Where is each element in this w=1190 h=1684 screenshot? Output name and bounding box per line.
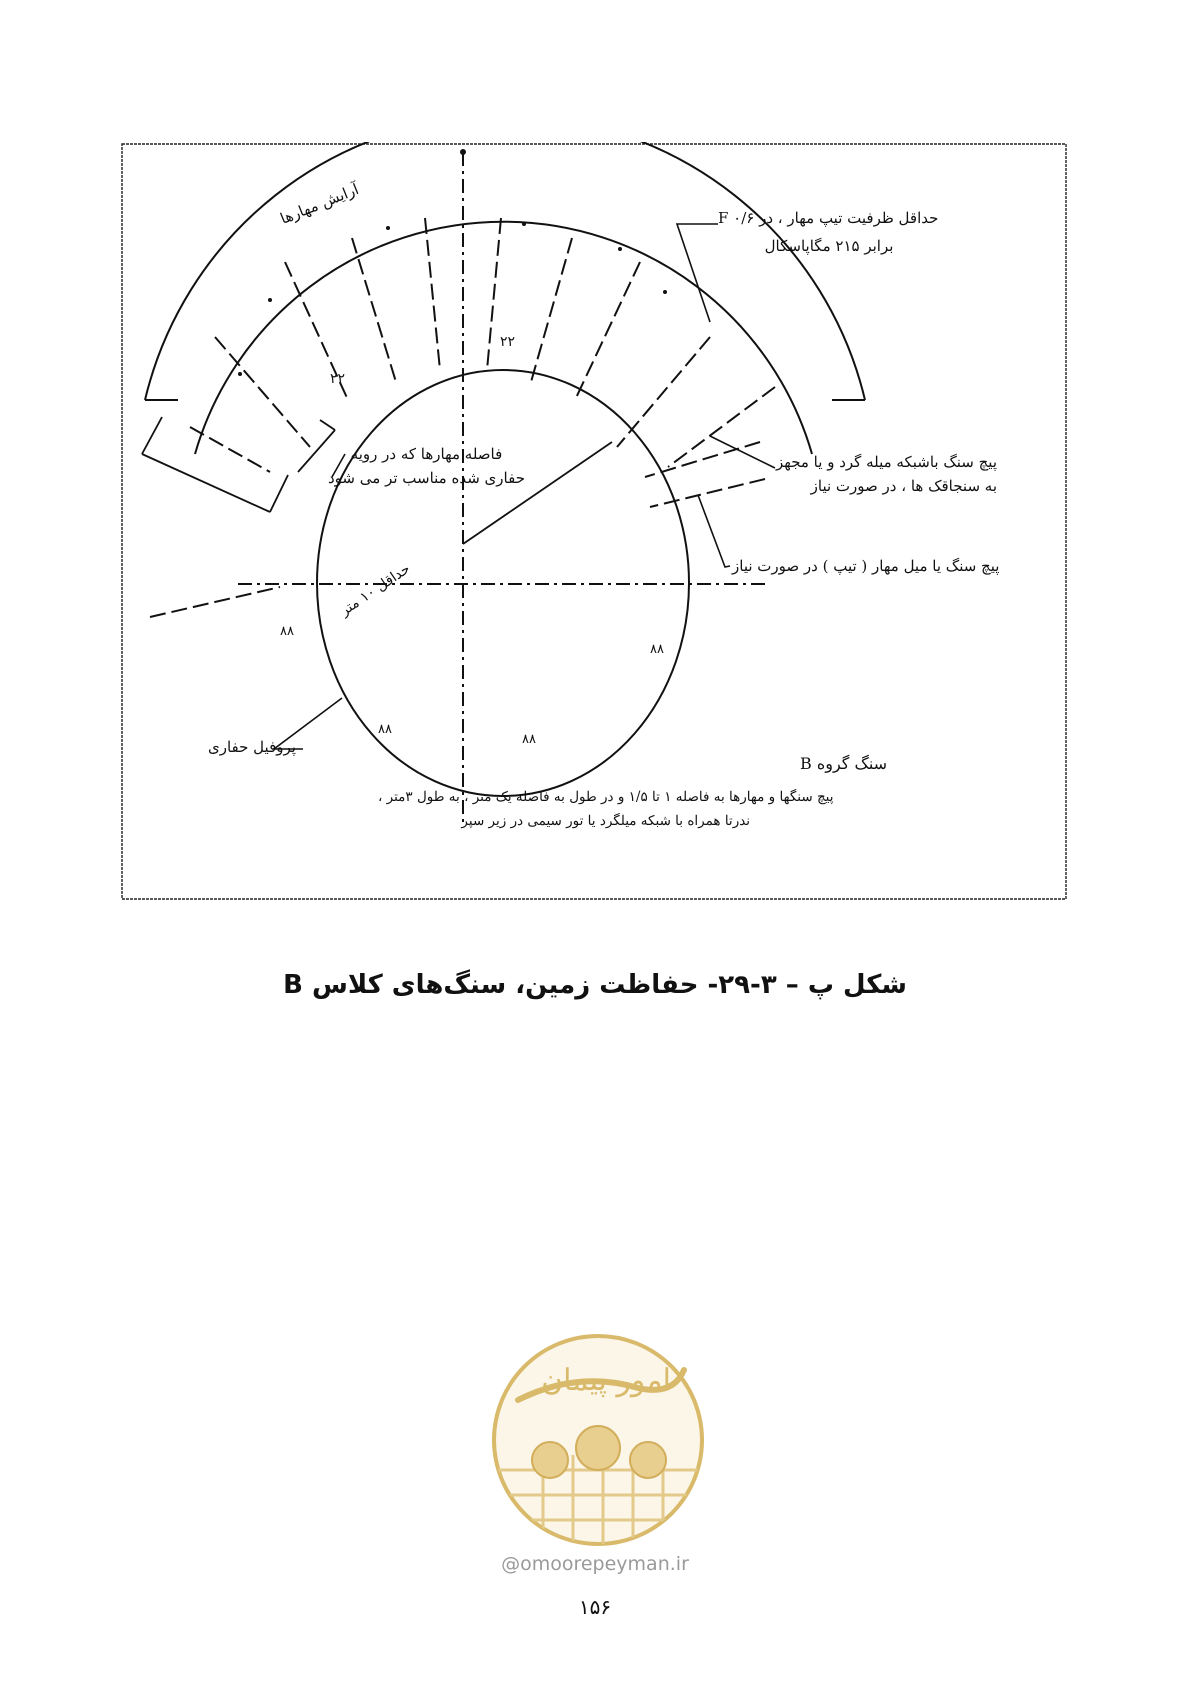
tick-label: ۸۸ — [378, 722, 392, 737]
label-bolt-or-rod: پیچ سنگ یا میل مهار ( تیپ ) در صورت نیاز — [732, 557, 1000, 575]
tick-label: ۲۲ — [500, 334, 516, 350]
anchor-line — [617, 337, 710, 447]
label-bolt-mesh-line1: پیچ سنگ باشبکه میله گرد و یا مجهز — [776, 453, 998, 471]
logo-text: امور پیمان — [541, 1363, 671, 1398]
bolt-line — [645, 442, 760, 477]
label-min-capacity-line1: حداقل ظرفیت تیپ مهار ، در F ۰/۶ — [718, 209, 939, 227]
label-bolt-mesh-line2: به سنجاقک ها ، در صورت نیاز — [810, 477, 998, 495]
watermark-site: @omoorepeyman.ir — [501, 1553, 689, 1575]
watermark-logo — [488, 1330, 708, 1550]
anchor-line — [668, 387, 775, 467]
label-anchor-spacing — [328, 442, 525, 490]
label-anchor-pattern: آرایش مهارها — [277, 180, 362, 228]
logo-emblem — [488, 1330, 708, 1550]
label-anchor-spacing-line1: فاصله مهارها که در رویه — [350, 445, 503, 463]
tick-label: ۸۸ — [522, 732, 536, 747]
anchor-line — [531, 238, 572, 382]
anchor-line — [215, 337, 310, 447]
label-note — [378, 785, 834, 833]
tick-label: ۸۸ — [650, 642, 664, 657]
anchor-line — [425, 218, 440, 370]
label-excavation-profile: پروفیل حفاری — [208, 738, 296, 756]
label-min-diameter: حداقل ۱۰ متر — [337, 560, 414, 620]
anchor-line — [190, 427, 270, 472]
label-rock-group: سنگ گروه B — [800, 754, 888, 773]
page-number: ۱۵۶ — [578, 1595, 612, 1619]
label-bolt-mesh — [776, 450, 997, 498]
anchor-line — [352, 238, 396, 382]
figure — [120, 142, 1069, 902]
figure-caption: شکل پ – ۳-۲۹- حفاظت زمین، سنگ‌های کلاس B — [283, 970, 907, 1000]
anchor-pattern-bracket — [145, 142, 865, 400]
bolt-line — [150, 587, 280, 617]
tick-label: ۸۸ — [280, 624, 294, 639]
anchor-line — [487, 218, 501, 370]
label-min-capacity — [718, 204, 938, 260]
anchor-line — [575, 262, 640, 400]
label-note-line2: ندرتا همراه با شبکه میلگرد یا تور سیمی در زیر سپر — [461, 813, 751, 829]
label-min-capacity-line2: برابر ۲۱۵ مگاپاسکال — [764, 237, 894, 255]
label-note-line1: پیچ سنگها و مهارها به فاصله ۱ تا ۱/۵ و در طول به فاصله یک متر ، به طول ۳متر ، — [378, 789, 834, 805]
label-anchor-spacing-line2: حفاری شده مناسب تر می شود — [328, 469, 525, 487]
tick-label: ۲۲ — [330, 371, 346, 387]
